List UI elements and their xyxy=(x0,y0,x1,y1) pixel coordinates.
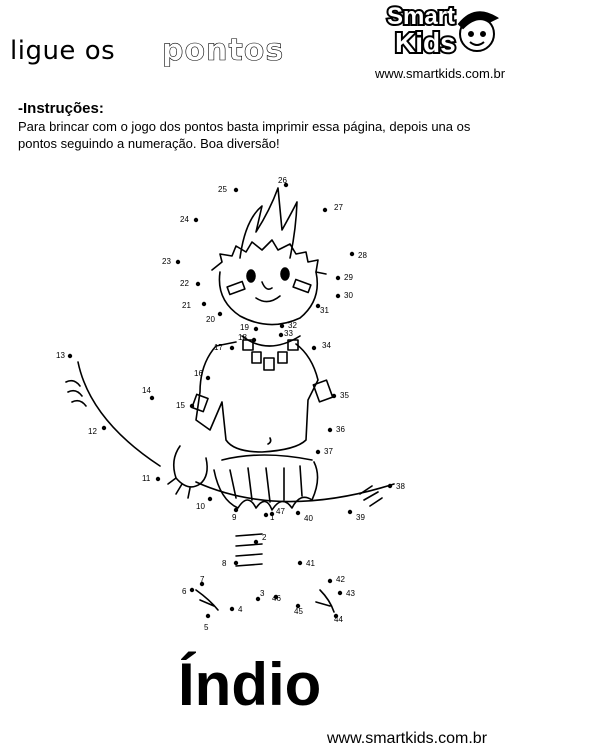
dot-8 xyxy=(234,561,238,565)
dot-37 xyxy=(316,450,320,454)
instructions-heading: -Instruções: xyxy=(18,100,104,117)
dot-label-12: 12 xyxy=(88,427,97,436)
dot-11 xyxy=(156,477,160,481)
instructions-line-2: pontos seguindo a numeração. Boa diversão! xyxy=(18,136,280,151)
dot-16 xyxy=(206,376,210,380)
dot-label-15: 15 xyxy=(176,401,185,410)
dot-label-39: 39 xyxy=(356,513,365,522)
logo-line2: Kids xyxy=(395,27,456,58)
dot-39 xyxy=(348,510,352,514)
dot-25 xyxy=(234,188,238,192)
dot-label-30: 30 xyxy=(344,291,353,300)
dot-label-46: 46 xyxy=(272,594,281,603)
dot-6 xyxy=(190,588,194,592)
dot-label-43: 43 xyxy=(346,589,355,598)
dot-label-22: 22 xyxy=(180,279,189,288)
dot-label-41: 41 xyxy=(306,559,315,568)
dot-43 xyxy=(338,591,342,595)
dot-label-6: 6 xyxy=(182,587,187,596)
dot-24 xyxy=(194,218,198,222)
dot-label-36: 36 xyxy=(336,425,345,434)
dot-23 xyxy=(176,260,180,264)
dot-label-31: 31 xyxy=(320,306,329,315)
dot-29 xyxy=(336,276,340,280)
title-dotted: pontos xyxy=(162,33,285,68)
dot-32 xyxy=(280,324,284,328)
dot-12 xyxy=(102,426,106,430)
dot-19 xyxy=(254,327,258,331)
dot-label-24: 24 xyxy=(180,215,189,224)
dot-42 xyxy=(328,579,332,583)
dot-4 xyxy=(230,607,234,611)
dot-33 xyxy=(279,333,283,337)
dot-label-16: 16 xyxy=(194,369,203,378)
dot-label-2: 2 xyxy=(262,533,267,542)
dot-label-13: 13 xyxy=(56,351,65,360)
dot-label-7: 7 xyxy=(200,575,205,584)
dot-label-32: 32 xyxy=(288,321,297,330)
dot-label-20: 20 xyxy=(206,315,215,324)
dot-label-29: 29 xyxy=(344,273,353,282)
dot-label-45: 45 xyxy=(294,607,303,616)
dot-label-9: 9 xyxy=(232,513,237,522)
dot-label-10: 10 xyxy=(196,502,205,511)
dot-38 xyxy=(388,484,392,488)
dot-14 xyxy=(150,396,154,400)
dot-40 xyxy=(296,511,300,515)
dot-label-40: 40 xyxy=(304,514,313,523)
dot-22 xyxy=(196,282,200,286)
dot-9 xyxy=(234,508,238,512)
dot-10 xyxy=(208,497,212,501)
dot-label-3: 3 xyxy=(260,589,265,598)
dot-41 xyxy=(298,561,302,565)
dot-5 xyxy=(206,614,210,618)
instructions-line-1: Para brincar com o jogo dos pontos basta imprimir essa página, depois una os xyxy=(18,119,471,134)
picture-title: Índio xyxy=(178,651,322,718)
dot-label-23: 23 xyxy=(162,257,171,266)
dot-label-11: 11 xyxy=(142,474,151,483)
dot-label-17: 17 xyxy=(214,343,223,352)
dot-label-47: 47 xyxy=(276,507,285,516)
dot-label-42: 42 xyxy=(336,575,345,584)
dot-label-1: 1 xyxy=(270,513,275,522)
dot-36 xyxy=(328,428,332,432)
dot-label-4: 4 xyxy=(238,605,243,614)
site-url-bottom[interactable]: www.smartkids.com.br xyxy=(327,730,488,747)
dot-label-5: 5 xyxy=(204,623,209,632)
dot-label-26: 26 xyxy=(278,176,287,185)
dot-15 xyxy=(190,404,194,408)
dot-label-14: 14 xyxy=(142,386,151,395)
dot-20 xyxy=(218,312,222,316)
dot-label-34: 34 xyxy=(322,341,331,350)
title-plain: ligue os xyxy=(10,36,116,66)
site-url-top[interactable]: www.smartkids.com.br xyxy=(375,66,506,81)
dot-30 xyxy=(336,294,340,298)
dot-label-28: 28 xyxy=(358,251,367,260)
logo-line1: Smart xyxy=(387,3,456,30)
dot-label-8: 8 xyxy=(222,559,227,568)
dot-21 xyxy=(202,302,206,306)
dot-label-37: 37 xyxy=(324,447,333,456)
dot-27 xyxy=(323,208,327,212)
dot-label-25: 25 xyxy=(218,185,227,194)
dot-label-33: 33 xyxy=(284,329,293,338)
dot-28 xyxy=(350,252,354,256)
dot-label-19: 19 xyxy=(240,323,249,332)
dot-35 xyxy=(332,394,336,398)
dot-label-21: 21 xyxy=(182,301,191,310)
dot-34 xyxy=(312,346,316,350)
dot-label-27: 27 xyxy=(334,203,343,212)
dot-2 xyxy=(254,540,258,544)
dot-13 xyxy=(68,354,72,358)
dot-1 xyxy=(264,513,268,517)
dot-label-35: 35 xyxy=(340,391,349,400)
dot-18 xyxy=(252,338,256,342)
dot-label-38: 38 xyxy=(396,482,405,491)
dot-label-44: 44 xyxy=(334,615,343,624)
dot-label-18: 18 xyxy=(238,333,247,342)
dot-17 xyxy=(230,346,234,350)
